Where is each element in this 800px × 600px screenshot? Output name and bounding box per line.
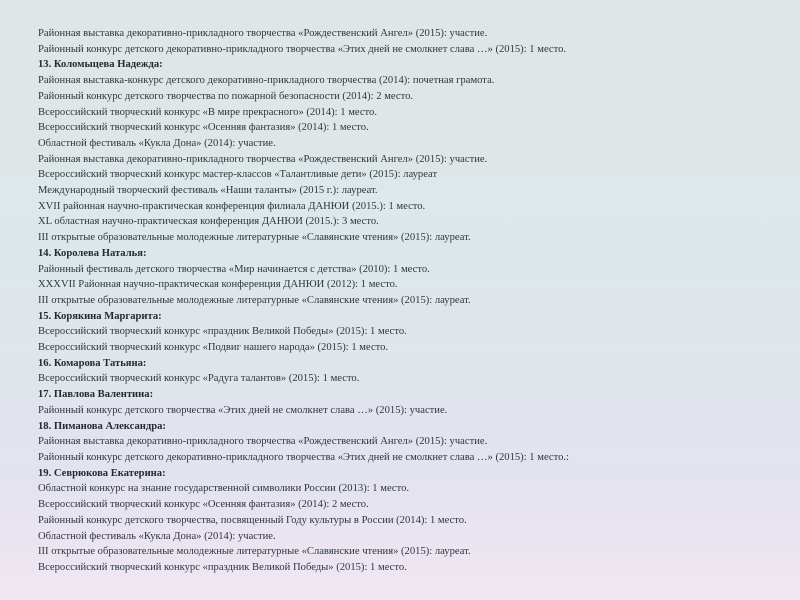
achievement-line: III открытые образовательные молодежные литературные «Славянские чтения» (2015): лауреат. (38, 232, 471, 244)
achievement-line: Районный конкурс детского декоративно-прикладного творчества «Этих дней не смолкнет слава …» (2015): 1 место. (38, 43, 567, 55)
achievement-line: XXXVII Районная научно-практическая конференция ДАНЮИ (2012): 1 место. (38, 279, 398, 291)
achievement-line: Районная выставка декоративно-прикладного творчества «Рождественский Ангел» (2015): участие. (38, 153, 488, 165)
achievement-line: Районный конкурс детского творчества, посвященный Году культуры в России (2014): 1 место. (38, 514, 467, 526)
achievement-line: XVII районная научно-практическая конференция филиала ДАНЮИ (2015.): 1 место. (38, 200, 426, 212)
participant-heading: 17. Павлова Валентина: (38, 389, 154, 401)
achievement-line: XL областная научно-практическая конференция ДАНЮИ (2015.): 3 место. (38, 216, 379, 228)
achievement-line: Районная выставка-конкурс детского декоративно-прикладного творчества (2014): почетная грамота. (38, 75, 495, 87)
participant-heading: 15. Корякина Маргарита: (38, 310, 162, 322)
achievement-line: Районный фестиваль детского творчества «Мир начинается с детства» (2010): 1 место. (38, 263, 430, 275)
achievement-line: Районная выставка декоративно-прикладного творчества «Рождественский Ангел» (2015): участие. (38, 436, 488, 448)
achievement-line: Областной фестиваль «Кукла Дона» (2014): участие. (38, 137, 276, 149)
achievement-line: Всероссийский творческий конкурс «Осенняя фантазия» (2014): 2 место. (38, 499, 369, 511)
achievement-line: Районная выставка декоративно-прикладного творчества «Рождественский Ангел» (2015): участие. (38, 28, 488, 39)
participant-heading: 19. Севрюкова Екатерина: (38, 467, 166, 479)
achievement-line: Всероссийский творческий конкурс «праздник Великой Победы» (2015): 1 место. (38, 326, 407, 338)
participant-heading: 18. Пиманова Александра: (38, 420, 166, 432)
achievement-line: Районный конкурс детского творчества «Этих дней не смолкнет слава …» (2015): участие. (38, 404, 448, 416)
achievement-line: Областной конкурс на знание государственной символики России (2013): 1 место. (38, 483, 410, 495)
achievement-line: Всероссийский творческий конкурс мастер-классов «Талантливые дети» (2015): лауреат (38, 169, 438, 181)
achievement-line: Всероссийский творческий конкурс «В мире прекрасного» (2014): 1 место. (38, 106, 377, 118)
participant-heading: 14. Королева Наталья: (38, 247, 147, 259)
achievement-line: Всероссийский творческий конкурс «Подвиг нашего народа» (2015): 1 место. (38, 342, 389, 354)
achievement-line: Всероссийский творческий конкурс «Осенняя фантазия» (2014): 1 место. (38, 122, 369, 134)
participant-heading: 16. Комарова Татьяна: (38, 357, 147, 369)
achievement-line: III открытые образовательные молодежные литературные «Славянские чтения» (2015): лауреат. (38, 546, 471, 558)
document-body (38, 26, 793, 576)
achievement-line: Международный творческий фестиваль «Наши таланты» (2015 г.): лауреат. (38, 185, 378, 197)
achievement-line: Районный конкурс детского декоративно-прикладного творчества «Этих дней не смолкнет слава …» (2015): 1 место.: (38, 451, 569, 463)
achievement-line: III открытые образовательные молодежные литературные «Славянские чтения» (2015): лауреат. (38, 294, 471, 306)
participant-heading: 13. Коломыцева Надежда: (38, 59, 163, 71)
achievement-line: Районный конкурс детского творчества по пожарной безопасности (2014): 2 место. (38, 90, 414, 102)
achievement-line: Областной фестиваль «Кукла Дона» (2014): участие. (38, 530, 276, 542)
achievement-line: Всероссийский творческий конкурс «праздник Великой Победы» (2015): 1 место. (38, 561, 407, 573)
achievement-line: Всероссийский творческий конкурс «Радуга талантов» (2015): 1 место. (38, 373, 360, 385)
